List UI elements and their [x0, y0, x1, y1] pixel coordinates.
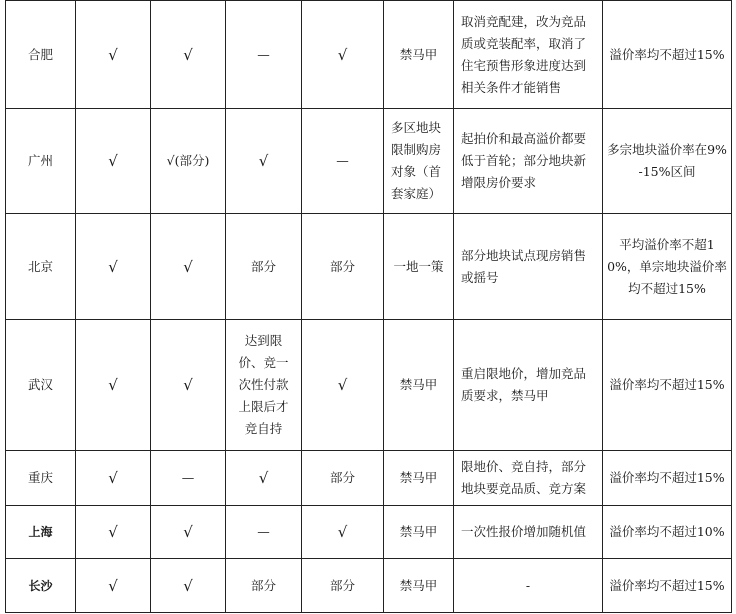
table-cell: √: [151, 214, 226, 320]
table-cell: 部分: [226, 559, 302, 613]
table-row: [6, 451, 732, 506]
table-row: [6, 320, 732, 451]
table-cell: √: [76, 320, 151, 451]
table-cell: √: [151, 506, 226, 559]
city-cell: 武汉: [6, 320, 76, 451]
table-row: [6, 109, 732, 214]
city-cell: 北京: [6, 214, 76, 320]
table-cell: 一地一策: [384, 214, 454, 320]
table-cell: √: [76, 451, 151, 506]
measures-cell: 起拍价和最高溢价都要低于首轮；部分地块新增限房价要求: [454, 109, 603, 214]
table-cell: √: [226, 109, 302, 214]
city-cell: 广州: [6, 109, 76, 214]
city-cell: 上海: [6, 506, 76, 559]
premium-cell: 溢价率均不超过10%: [603, 506, 732, 559]
table-cell: —: [226, 506, 302, 559]
city-cell: 长沙: [6, 559, 76, 613]
table-cell: √: [151, 559, 226, 613]
measures-cell: 重启限地价，增加竞品质要求，禁马甲: [454, 320, 603, 451]
table-cell: √: [151, 1, 226, 109]
table-cell: √: [76, 214, 151, 320]
table-cell: 达到限价、竞一次性付款上限后才竞自持: [226, 320, 302, 451]
measures-cell: 部分地块试点现房销售或摇号: [454, 214, 603, 320]
table-cell: —: [151, 451, 226, 506]
city-cell: 重庆: [6, 451, 76, 506]
table-cell: —: [302, 109, 384, 214]
table-cell: 禁马甲: [384, 1, 454, 109]
table-cell: √: [302, 1, 384, 109]
table-cell: 禁马甲: [384, 559, 454, 613]
table-cell: 禁马甲: [384, 506, 454, 559]
table-cell: √: [302, 506, 384, 559]
table-row: [6, 506, 732, 559]
premium-cell: 多宗地块溢价率在9%-15%区间: [603, 109, 732, 214]
premium-cell: 溢价率均不超过15%: [603, 320, 732, 451]
table-cell: 部分: [302, 559, 384, 613]
table-cell: √: [76, 559, 151, 613]
premium-cell: 溢价率均不超过15%: [603, 451, 732, 506]
table-cell: √: [151, 320, 226, 451]
table-row: [6, 1, 732, 109]
premium-cell: 平均溢价率不超10%，单宗地块溢价率均不超过15%: [603, 214, 732, 320]
table-cell: √: [76, 1, 151, 109]
land-policy-table: [5, 0, 732, 613]
measures-cell: -: [454, 559, 603, 613]
table-cell: √: [76, 506, 151, 559]
table-row: [6, 559, 732, 613]
table-cell: 部分: [302, 214, 384, 320]
table-cell: 部分: [302, 451, 384, 506]
table-cell: —: [226, 1, 302, 109]
table-cell: √(部分): [151, 109, 226, 214]
table-cell: 禁马甲: [384, 451, 454, 506]
table-cell: 多区地块限制购房对象（首套家庭）: [384, 109, 454, 214]
measures-cell: 一次性报价增加随机值: [454, 506, 603, 559]
table-row: [6, 214, 732, 320]
table-cell: √: [302, 320, 384, 451]
city-cell: 合肥: [6, 1, 76, 109]
table-cell: √: [76, 109, 151, 214]
premium-cell: 溢价率均不超过15%: [603, 559, 732, 613]
table-cell: 禁马甲: [384, 320, 454, 451]
measures-cell: 取消竞配建，改为竞品质或竞装配率，取消了住宅预售形象进度达到相关条件才能销售: [454, 1, 603, 109]
measures-cell: 限地价、竞自持，部分地块要竞品质、竞方案: [454, 451, 603, 506]
table-cell: √: [226, 451, 302, 506]
premium-cell: 溢价率均不超过15%: [603, 1, 732, 109]
table-cell: 部分: [226, 214, 302, 320]
